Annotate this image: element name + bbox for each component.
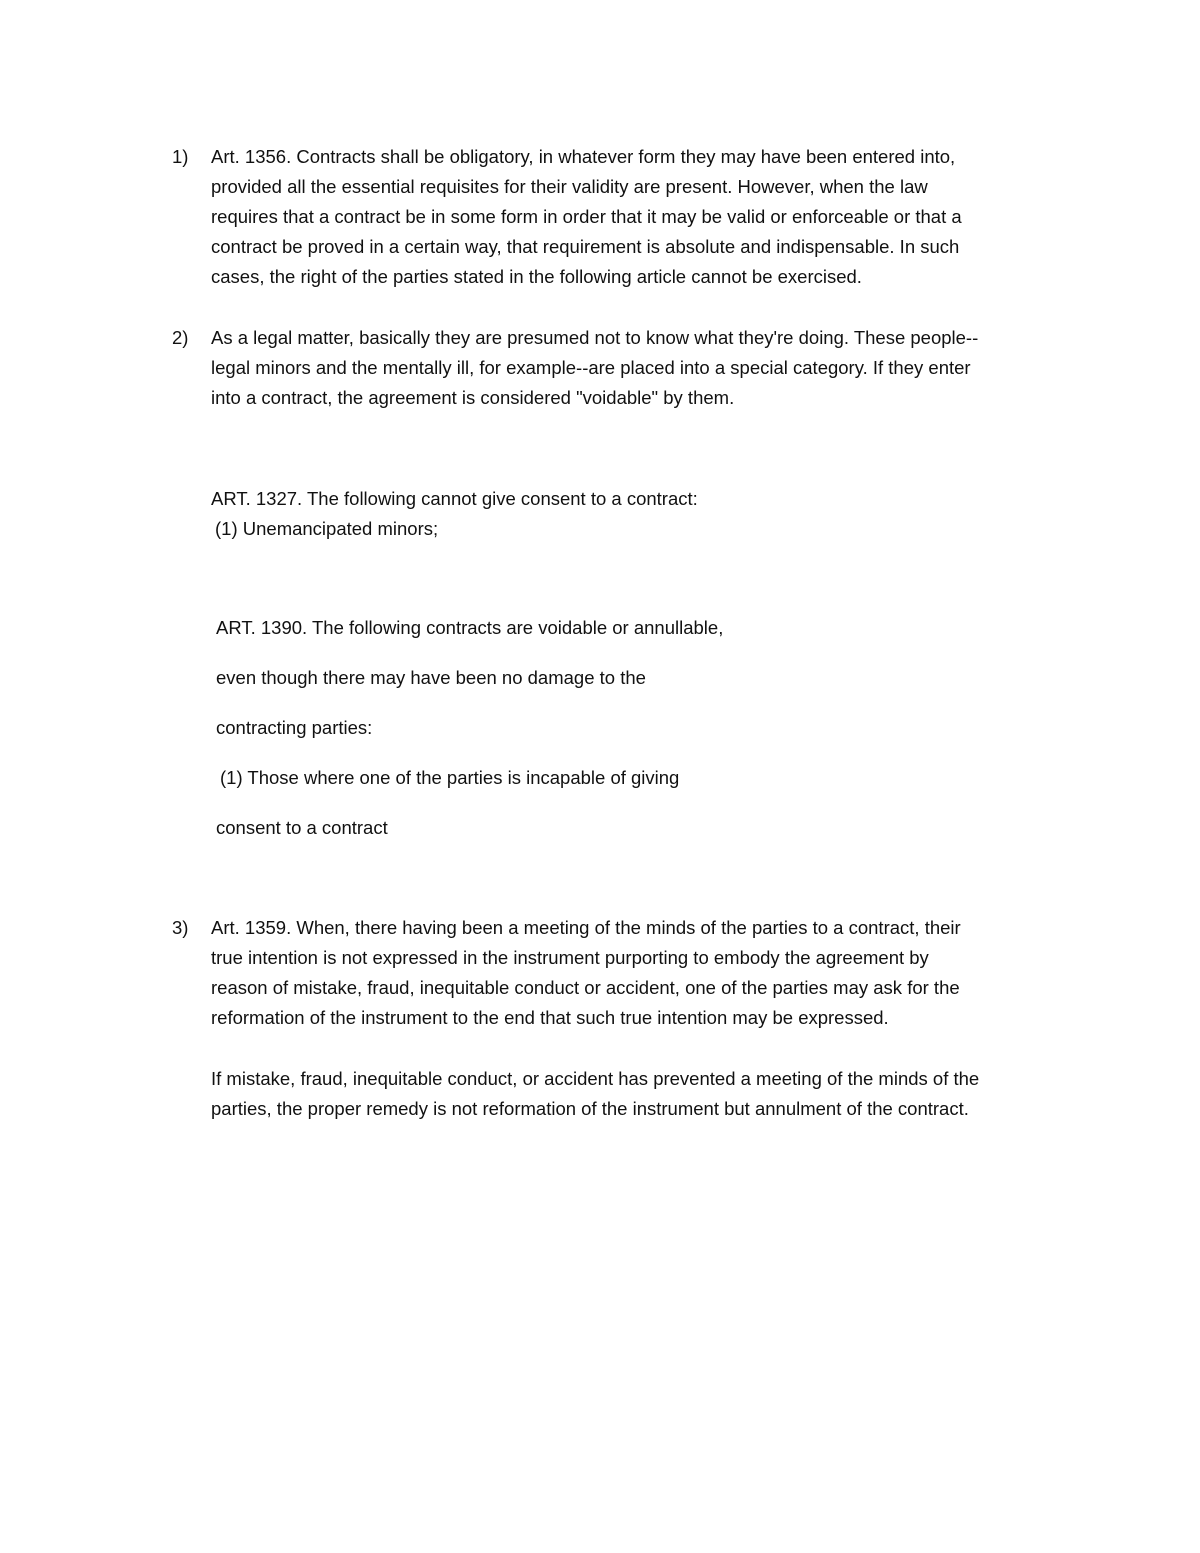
item-1-line-2: provided all the essential requisites for their validity are present. However, when the law: [211, 176, 928, 197]
art-1390-line-1: ART. 1390. The following contracts are voidable or annullable,: [216, 617, 724, 638]
art-1390-line-3: contracting parties:: [216, 717, 373, 738]
art-1390-line-2: even though there may have been no damage to the: [216, 667, 646, 688]
item-2-line-3: into a contract, the agreement is considered "voidable" by them.: [211, 387, 735, 408]
item-2-line-2: legal minors and the mentally ill, for example--are placed into a special category. If they enter: [211, 357, 971, 378]
art-1327-heading: ART. 1327. The following cannot give consent to a contract:: [211, 488, 698, 509]
item-1-line-1: Art. 1356. Contracts shall be obligatory, in whatever form they may have been entered into,: [211, 146, 956, 167]
item-3-paragraph-2-line-1: If mistake, fraud, inequitable conduct, or accident has prevented a meeting of the minds of the: [211, 1068, 980, 1089]
item-3-paragraph-2-line-2: parties, the proper remedy is not reformation of the instrument but annulment of the contract.: [211, 1098, 969, 1119]
item-1-line-3: requires that a contract be in some form in order that it may be valid or enforceable or that a: [211, 206, 962, 227]
item-2-line-1: As a legal matter, basically they are presumed not to know what they're doing. These people--: [211, 327, 979, 348]
item-number: 2): [172, 327, 189, 348]
item-3-line-4: reformation of the instrument to the end that such true intention may be expressed.: [211, 1007, 889, 1028]
item-3-line-2: true intention is not expressed in the instrument purporting to embody the agreement by: [211, 947, 929, 968]
art-1327-clause-1: (1) Unemancipated minors;: [215, 518, 439, 539]
art-1390-line-4: (1) Those where one of the parties is incapable of giving: [220, 767, 680, 788]
item-1-line-4: contract be proved in a certain way, that requirement is absolute and indispensable. In such: [211, 236, 960, 257]
item-number: 1): [172, 146, 189, 167]
item-3-line-1: Art. 1359. When, there having been a meeting of the minds of the parties to a contract, their: [211, 917, 961, 938]
item-1-line-5: cases, the right of the parties stated in the following article cannot be exercised.: [211, 266, 862, 287]
item-3-line-3: reason of mistake, fraud, inequitable conduct or accident, one of the parties may ask for the: [211, 977, 960, 998]
art-1390-line-5: consent to a contract: [216, 817, 388, 838]
item-number: 3): [172, 917, 189, 938]
